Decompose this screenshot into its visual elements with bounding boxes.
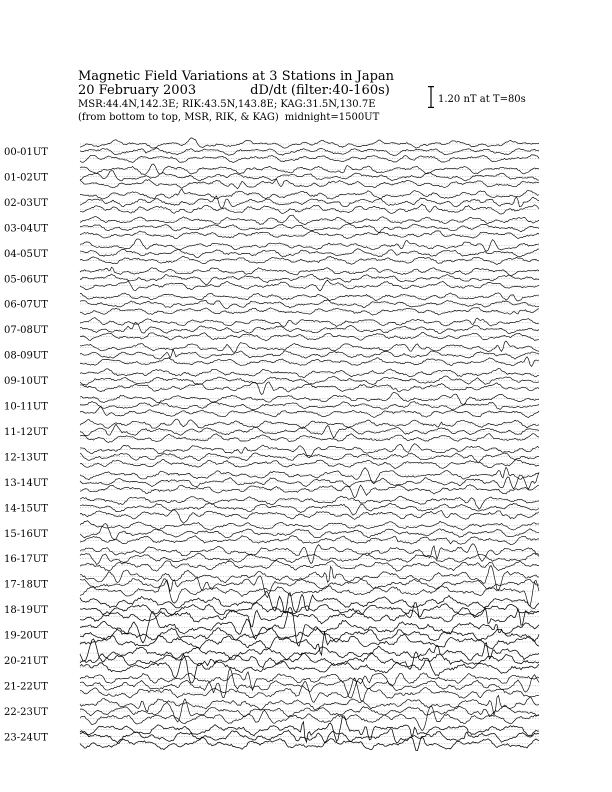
- trace-msr: [80, 485, 539, 498]
- trace-rik: [80, 376, 539, 385]
- trace-rik: [80, 349, 539, 359]
- hour-block: [4, 341, 540, 367]
- trace-kag: [80, 695, 539, 715]
- hour-block: [4, 639, 540, 683]
- hour-label: 07-08UT: [4, 325, 48, 337]
- hour-label: 03-04UT: [4, 223, 48, 235]
- trace-rik: [80, 300, 539, 309]
- hour-block: [4, 293, 540, 315]
- trace-rik: [80, 274, 539, 285]
- hour-block: [4, 368, 540, 394]
- trace-msr: [80, 678, 539, 702]
- hour-label: 22-23UT: [4, 706, 48, 718]
- trace-msr: [80, 407, 539, 418]
- station-coordinates: MSR:44.4N,142.3E; RIK:43.5N,143.8E; KAG:31.5N,130.7E: [78, 99, 376, 110]
- hour-label: 21-22UT: [4, 681, 48, 693]
- hour-label: 18-19UT: [4, 605, 48, 617]
- hour-block: [4, 591, 540, 626]
- hour-block: [4, 668, 540, 702]
- trace-msr: [80, 706, 539, 731]
- hour-block: [4, 566, 540, 607]
- trace-rik: [80, 322, 539, 334]
- trace-rik: [80, 224, 539, 232]
- scale-label: 1.20 nT at T=80s: [438, 94, 526, 105]
- hour-label: 13-14UT: [4, 477, 48, 489]
- hour-block: [4, 267, 540, 291]
- hour-block: [4, 239, 540, 265]
- hour-label: 10-11UT: [4, 401, 48, 413]
- trace-kag: [80, 521, 539, 531]
- trace-msr: [80, 204, 539, 214]
- trace-msr: [80, 357, 539, 367]
- hour-block: [4, 138, 540, 163]
- hour-label: 00-01UT: [4, 147, 48, 158]
- date-label: 20 February 2003: [78, 83, 197, 98]
- hour-label: 05-06UT: [4, 274, 48, 286]
- trace-kag: [80, 392, 539, 404]
- trace-rik: [80, 729, 539, 743]
- hour-label: 15-16UT: [4, 528, 48, 540]
- hour-block: [4, 467, 540, 498]
- hour-label: 14-15UT: [4, 503, 48, 515]
- trace-rik: [80, 148, 539, 156]
- trace-msr: [80, 179, 539, 189]
- hour-label: 06-07UT: [4, 299, 48, 311]
- hour-block: [4, 215, 540, 239]
- station-order-note: (from bottom to top, MSR, RIK, & KAG): [78, 112, 279, 123]
- trace-rik: [80, 553, 539, 564]
- trace-msr: [80, 155, 539, 163]
- midnight-note: midnight=1500UT: [284, 112, 380, 123]
- hour-label: 23-24UT: [4, 732, 48, 744]
- hour-label: 02-03UT: [4, 197, 48, 209]
- hour-block: [4, 419, 540, 442]
- hour-block: [4, 318, 540, 341]
- trace-kag: [80, 544, 539, 564]
- hour-block: [4, 544, 540, 571]
- hour-label: 11-12UT: [4, 426, 48, 438]
- trace-kag: [80, 467, 539, 484]
- hour-block: [4, 164, 540, 189]
- hour-label: 08-09UT: [4, 350, 48, 362]
- trace-kag: [80, 608, 539, 647]
- trace-kag: [80, 239, 539, 251]
- trace-kag: [80, 566, 539, 591]
- trace-kag: [80, 341, 539, 352]
- hour-label: 09-10UT: [4, 376, 48, 388]
- chart-title: Magnetic Field Variations at 3 Stations in Japan: [78, 69, 395, 84]
- trace-kag: [80, 496, 539, 509]
- trace-msr: [80, 459, 539, 468]
- hour-label: 04-05UT: [4, 248, 48, 260]
- trace-kag: [80, 138, 539, 148]
- hour-block: [4, 444, 540, 469]
- hour-label: 17-18UT: [4, 579, 48, 591]
- hour-label: 19-20UT: [4, 630, 48, 642]
- trace-msr: [80, 510, 539, 524]
- hour-label: 01-02UT: [4, 172, 48, 184]
- hour-block: [4, 521, 540, 545]
- hour-block: [4, 189, 540, 214]
- hour-label: 12-13UT: [4, 452, 48, 464]
- hour-block: [4, 392, 540, 417]
- hour-block: [4, 496, 540, 523]
- quantity-label: dD/dt (filter:40-160s): [250, 83, 390, 98]
- hour-block: [4, 695, 540, 730]
- trace-kag: [80, 189, 539, 199]
- trace-kag: [80, 215, 539, 225]
- hour-label: 20-21UT: [4, 656, 48, 667]
- trace-msr: [80, 308, 539, 315]
- hour-label: 16-17UT: [4, 554, 48, 566]
